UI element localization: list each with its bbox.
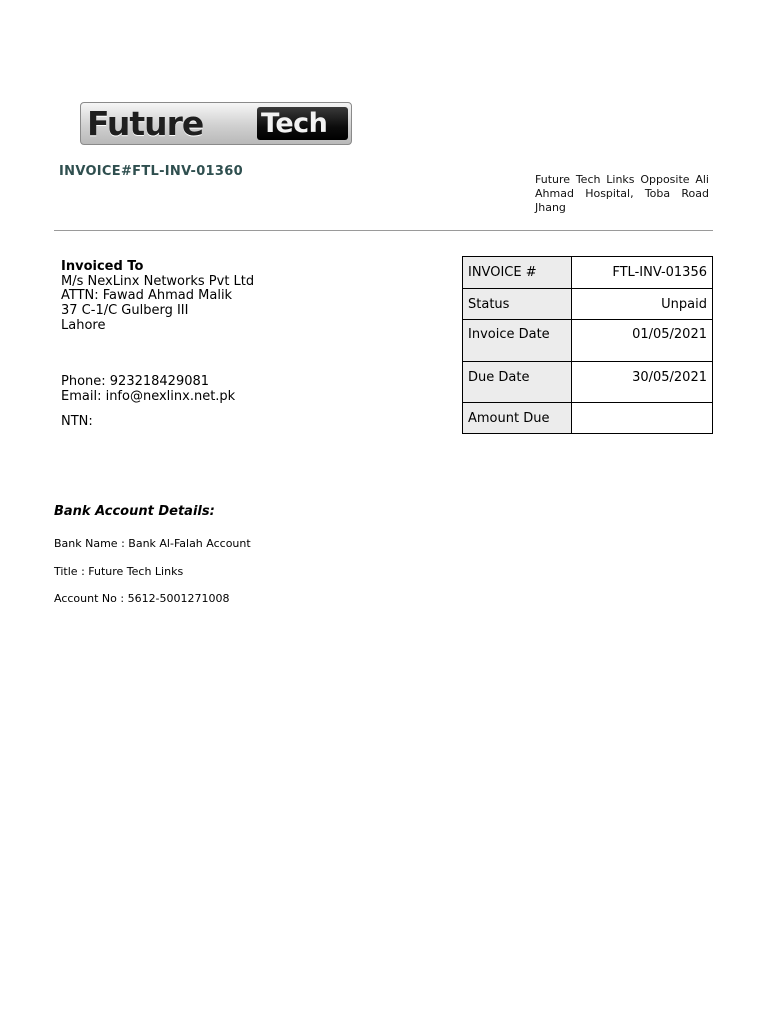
summary-row-invoice-date — [463, 320, 713, 362]
logo-word-future: Future — [87, 104, 204, 143]
bill-to-address: 37 C-1/C Gulberg III — [61, 303, 189, 319]
bill-to-contact — [61, 375, 235, 404]
summary-value: 30/05/2021 — [572, 362, 713, 403]
bill-to-phone: Phone: 923218429081 — [61, 374, 210, 389]
summary-label: INVOICE # — [463, 257, 572, 289]
summary-label: Due Date — [463, 362, 572, 403]
summary-label: Status — [463, 289, 572, 320]
summary-value — [572, 403, 713, 434]
bill-to-company: M/s NexLinx Networks Pvt Ltd — [61, 273, 255, 289]
logo-tech-box — [257, 107, 348, 140]
summary-value: FTL-INV-01356 — [572, 257, 713, 289]
bank-account-title: Title : Future Tech Links — [54, 565, 184, 578]
bill-to-block — [61, 260, 254, 334]
summary-value: 01/05/2021 — [572, 320, 713, 362]
logo-word-tech: Tech — [261, 108, 328, 139]
bank-details-heading: Bank Account Details: — [54, 504, 215, 519]
company-logo — [80, 102, 352, 145]
bill-to-title: Invoiced To — [61, 259, 144, 274]
company-address: Future Tech Links Opposite Ali Ahmad Hospital, Toba Road Jhang — [535, 173, 709, 214]
summary-row-amount-due — [463, 403, 713, 434]
bill-to-ntn: NTN: — [61, 414, 93, 429]
summary-value: Unpaid — [572, 289, 713, 320]
bill-to-attn: ATTN: Fawad Ahmad Malik — [61, 288, 233, 304]
bill-to-email: Email: info@nexlinx.net.pk — [61, 388, 236, 404]
header-divider — [54, 230, 713, 231]
invoice-summary-table — [462, 256, 713, 434]
bank-name: Bank Name : Bank Al-Falah Account — [54, 537, 251, 550]
summary-label: Amount Due — [463, 403, 572, 434]
summary-label: Invoice Date — [463, 320, 572, 362]
invoice-number-heading: INVOICE#FTL-INV-01360 — [59, 164, 243, 179]
summary-row-status — [463, 289, 713, 320]
bill-to-city: Lahore — [61, 317, 106, 333]
summary-row-due-date — [463, 362, 713, 403]
bank-account-number: Account No : 5612-5001271008 — [54, 592, 230, 605]
summary-row-invoice-number — [463, 257, 713, 289]
